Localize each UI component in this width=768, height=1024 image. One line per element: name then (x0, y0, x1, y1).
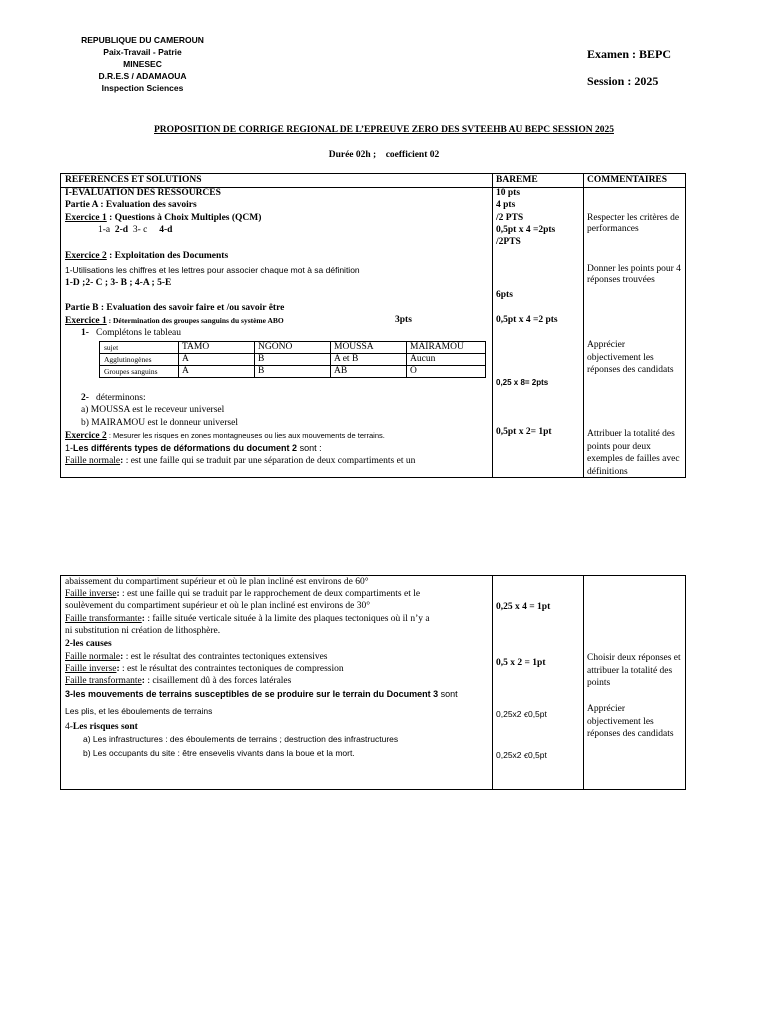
risk-b: b) Les occupants du site : être ensevelis vivants dans la boue et la mort. (83, 748, 355, 758)
inner-header-cell: MAIRAMOU (410, 342, 464, 352)
exercise-1-title: Exercice 1 : Questions à Choix Multiples (QCM) (65, 213, 262, 223)
risks-heading: 4-Les risques sont (65, 722, 138, 732)
bareme-part-b-ex1: 0,5pt x 4 =2 pts (496, 315, 558, 325)
solutions-table-2 (60, 575, 686, 790)
inner-header-cell: TAMO (182, 342, 210, 352)
comment-faults: Attribuer la totalité des points pour deux exemples de failles avec définitions (587, 429, 680, 477)
determine-answer-b: b) MAIRAMOU est le donneur universel (81, 418, 238, 428)
reverse-fault-definition-cont: soulèvement du compartiment supérieur et où le plan incliné est environs de 30° (65, 601, 371, 611)
bareme-part-a: 4 pts (496, 200, 516, 210)
comment-choose-two: Choisir deux réponses et attribuer la totalité des points (587, 653, 681, 688)
reverse-fault-definition: Faille inverse: : est une faille qui se traduit par le rapprochement de deux compartiments et le (65, 589, 421, 599)
ground-movements-answer: Les plis, et les éboulements de terrains (65, 706, 213, 716)
exercise-2-answers: 1-D ;2- C ; 3- B ; 4-A ; 5-E (65, 278, 172, 288)
part-b-exercise-1-points: 3pts (395, 315, 412, 325)
inner-cell: B (258, 366, 265, 376)
determine-answer-a: a) MOUSSA est le receveur universel (81, 405, 225, 415)
inner-cell: A (182, 354, 189, 364)
cause-reverse-fault: Faille inverse: : est le résultat des contraintes tectoniques de compression (65, 664, 344, 674)
inner-header-cell: NGONO (258, 342, 293, 352)
inner-header-cell: MOUSSA (334, 342, 374, 352)
bareme-risks: 0,25x2 ꞓ0,5pt (496, 750, 547, 760)
transform-fault-definition-cont: ni substitution ni création de lithosphère. (65, 626, 221, 636)
bareme-ex1-detail: 0,5pt x 4 =2pts (496, 225, 556, 235)
determine-instruction: 2- déterminons: (81, 393, 146, 403)
bareme-fault-types: 0,25 x 4 = 1pt (496, 602, 551, 612)
bareme-ground-movements: 0,25x2 ꞓ0,5pt (496, 709, 547, 719)
header-bareme: BAREME (496, 175, 538, 185)
blood-group-table (99, 341, 486, 378)
normal-fault-definition: Faille normale: : est une faille qui se traduit par une séparation de deux compartiments et un (65, 456, 416, 466)
comment-four-answers: Donner les points pour 4 réponses trouvées (587, 264, 681, 285)
session-label: Session : 2025 (587, 74, 659, 88)
exercise-2-instruction: 1-Utilisations les chiffres et les lettres pour associer chaque mot à sa définition (65, 265, 360, 275)
comment-objective-2: Apprécier objectivement les réponses des candidats (587, 704, 674, 739)
exam-info (587, 41, 671, 95)
part-b-title: Partie B : Evaluation des savoir faire et /ou savoir être (65, 303, 285, 313)
comment-criteria: Respecter les critères de performances (587, 213, 680, 234)
solutions-table-1 (60, 173, 686, 478)
exercise-2b-title: Exercice 2 : Mesurer les risques en zones montagneuses ou lies aux mouvements de terrains. (65, 431, 385, 441)
transform-fault-definition: Faille transformante: : faille située verticale située à la limite des plaques tectoniques où il n’y a (65, 614, 430, 624)
bareme-total: 10 pts (496, 188, 521, 198)
header-comments: COMMENTAIRES (587, 175, 668, 185)
section-title: I-EVALUATION DES RESSOURCES (65, 188, 221, 198)
institution-header (70, 34, 215, 94)
bareme-causes: 0,5 x 2 = 1pt (496, 658, 546, 668)
cause-transform-fault: Faille transformante: : cisaillement dû à des forces latérales (65, 676, 292, 686)
header-line: Paix-Travail - Patrie (103, 47, 182, 57)
bareme-part-b: 6pts (496, 290, 513, 300)
duration-line: Durée 02h ; coefficient 02 (328, 150, 440, 160)
ground-movements-heading: 3-les mouvements de terrains susceptibles de se produire sur le terrain du Document 3 sont (65, 689, 458, 699)
normal-fault-continuation: abaissement du compartiment supérieur et où le plan incliné est environs de 60° (65, 577, 369, 587)
inner-cell: AB (334, 366, 348, 376)
part-a-title: Partie A : Evaluation des savoirs (65, 200, 197, 210)
complete-table-instruction: 1- Complétons le tableau (81, 328, 181, 338)
exam-label: Examen : BEPC (587, 47, 671, 61)
risk-a: a) Les infrastructures : des éboulements de terrains ; destruction des infrastructures (83, 734, 399, 744)
causes-heading: 2-les causes (65, 639, 112, 649)
inner-row-label: Groupes sanguins (104, 367, 158, 376)
bareme-deformations: 0,5pt x 2= 1pt (496, 427, 552, 437)
inner-header-cell: sujet (104, 343, 119, 352)
bareme-ex1: /2 PTS (496, 213, 524, 223)
header-line: MINESEC (123, 59, 162, 69)
inner-cell: Aucun (410, 354, 436, 364)
exercise-2-title: Exercice 2 : Exploitation des Documents (65, 251, 229, 261)
inner-row-label: Agglutinogènes (104, 355, 152, 364)
inner-cell: O (410, 366, 417, 376)
inner-cell: A et B (334, 354, 359, 364)
deformation-types-heading: 1-Les différents types de déformations du document 2 sont : (65, 443, 322, 453)
bareme-table-fill: 0,25 x 8= 2pts (496, 378, 549, 387)
comment-objective: Apprécier objectivement les réponses des candidats (587, 340, 674, 375)
bareme-ex2: /2PTS (496, 237, 521, 247)
document-title: PROPOSITION DE CORRIGE REGIONAL DE L’EPREUVE ZERO DES SVTEEHB AU BEPC SESSION 2025 (154, 125, 614, 135)
part-b-exercise-1: Exercice 1 : Détermination des groupes sanguins du système ABO (65, 316, 284, 326)
header-refs: REFERENCES ET SOLUTIONS (65, 175, 202, 185)
header-line: REPUBLIQUE DU CAMEROUN (81, 35, 204, 45)
cause-normal-fault: Faille normale: : est le résultat des contraintes tectoniques extensives (65, 652, 328, 662)
inner-cell: B (258, 354, 265, 364)
qcm-answers: 1-a 2-d 3- c 4-d (98, 225, 173, 235)
header-line: Inspection Sciences (101, 83, 184, 93)
header-line: D.R.E.S / ADAMAOUA (98, 71, 187, 81)
inner-cell: A (182, 366, 189, 376)
